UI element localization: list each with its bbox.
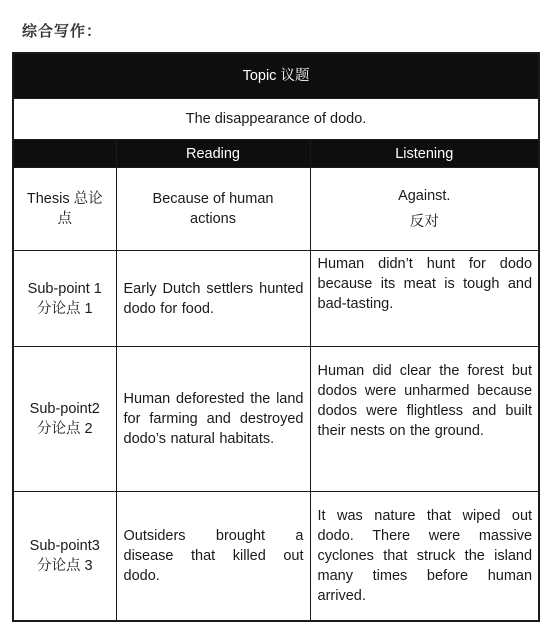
row-label-line: 分论点 2	[36, 421, 93, 437]
reading-cell: Early Dutch settlers hunted dodo for food.	[116, 251, 310, 347]
reading-cell: Human deforested the land for farming and destroyed dodo’s natural habitats.	[116, 347, 310, 492]
table-row	[13, 347, 539, 492]
row-label-line: 分论点 3	[36, 558, 93, 574]
topic-row	[13, 53, 539, 99]
table-row	[13, 168, 539, 251]
listening-cell: Human didn’t hunt for dodo because its meat is tough and bad-tasting.	[310, 251, 539, 347]
listening-cell	[310, 168, 539, 251]
column-header-row	[13, 140, 539, 168]
listening-line: Against.	[398, 188, 451, 204]
row-label-line: 分论点 1	[36, 300, 93, 317]
listening-column-header: Listening	[310, 140, 539, 168]
listening-cell: Human did clear the forest but dodos were unharmed because dodos were flightless and built their nests on the ground.	[310, 347, 539, 492]
row-label-line: Sub-point 1	[27, 280, 102, 297]
row-label	[13, 347, 116, 492]
reading-cell: Outsiders brought a disease that killed out dodo.	[116, 492, 310, 622]
row-label-line: Sub-point3	[29, 538, 100, 554]
row-label	[13, 492, 116, 622]
row-label-line: 点	[57, 211, 72, 227]
page-heading: 综合写作：	[22, 22, 103, 40]
row-label	[13, 251, 116, 347]
row-label	[13, 168, 116, 251]
topic-header: Topic 议题	[13, 53, 539, 99]
corner-header-cell	[13, 140, 116, 168]
row-label-line: Thesis 总论	[26, 191, 103, 207]
listening-line: 反对	[409, 214, 439, 230]
listening-cell: It was nature that wiped out dodo. There were massive cyclones that struck the island many times before human arrived.	[310, 492, 539, 622]
topic-subject: The disappearance of dodo.	[13, 99, 539, 140]
integrated-writing-table	[12, 52, 540, 622]
subject-row	[13, 99, 539, 140]
reading-cell: Because of human actions	[116, 168, 310, 251]
reading-column-header: Reading	[116, 140, 310, 168]
table-row	[13, 251, 539, 347]
table-row	[13, 492, 539, 622]
row-label-line: Sub-point2	[29, 401, 100, 417]
